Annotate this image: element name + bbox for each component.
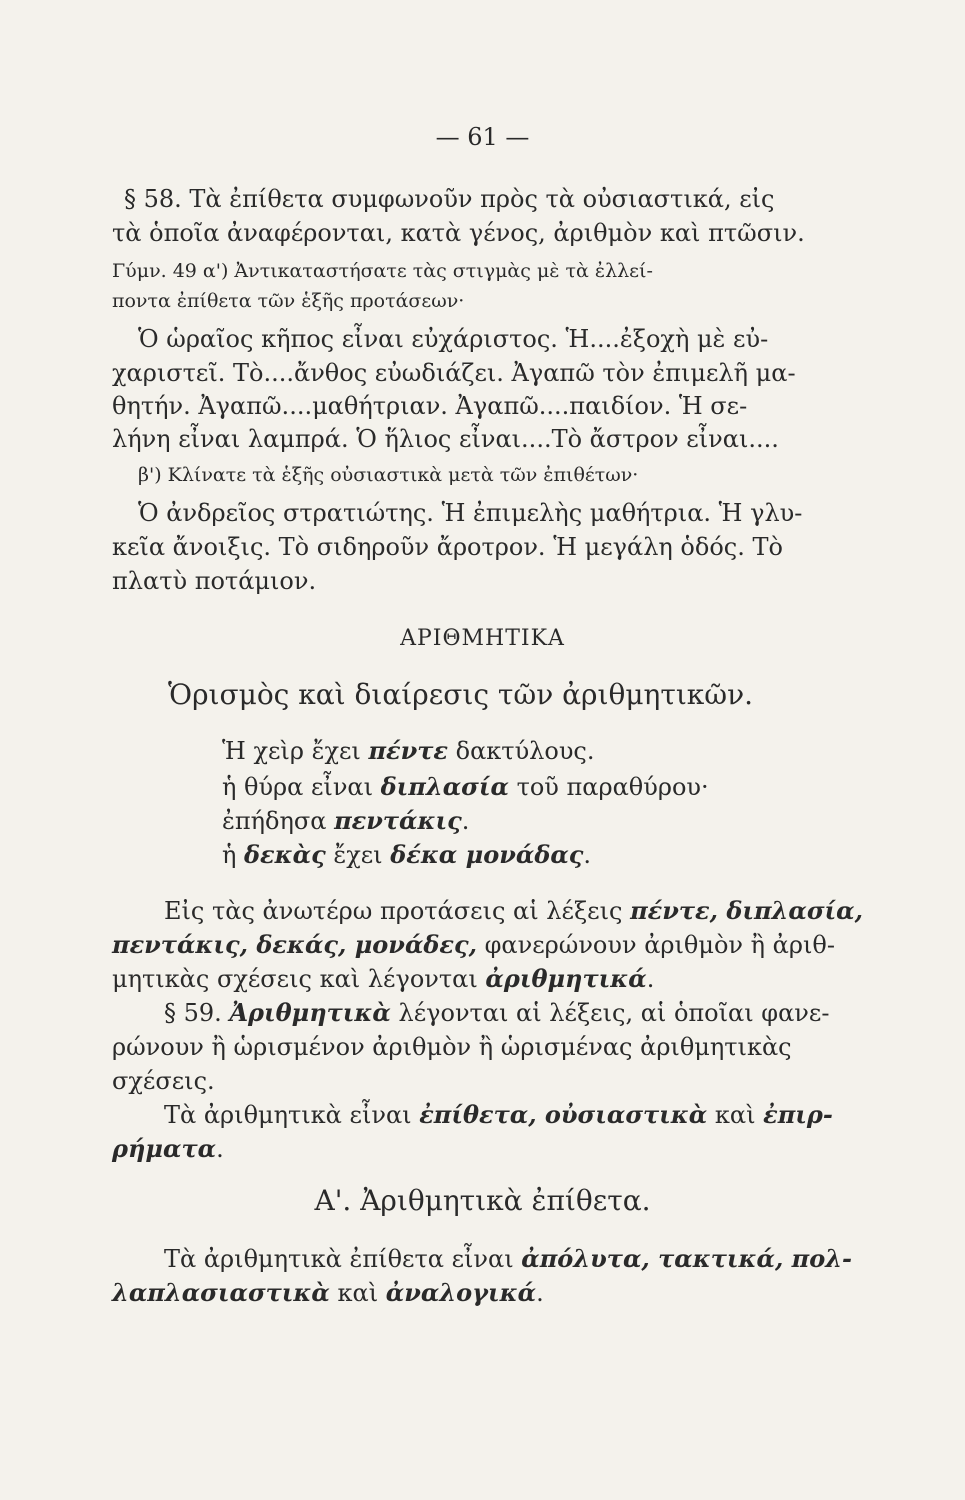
- paragraph-2-emphasis: ἐπίθετα, οὐσιαστικὰ: [419, 1100, 708, 1129]
- paragraph-2-line-1: [164, 1100, 924, 1130]
- paragraph-3-text-end: .: [536, 1279, 544, 1307]
- example-2-text-end: τοῦ παραθύρου·: [508, 773, 709, 801]
- section-59-line-2: ρώνουν ἢ ὡρισμένον ἀριθμὸν ἢ ὡρισμένας ἀριθμητικὰς: [112, 1033, 792, 1061]
- sentence-a-line-4: λήνη εἶναι λαμπρά. Ὁ ἥλιος εἶναι....Τὸ ἄστρον εἶναι....: [112, 425, 779, 453]
- paragraph-3-emphasis-2: λαπλασιαστικὰ: [112, 1278, 330, 1307]
- exercise-49a-line-1: Γύμν. 49 α') Ἀντικαταστήσατε τὰς στιγμὰς μὲ τὰ ἐλλεί-: [112, 260, 653, 282]
- example-3-emphasis: πεντάκις: [334, 806, 462, 835]
- paragraph-1-line-3: [112, 964, 872, 994]
- example-4-text-mid: ἔχει: [325, 841, 391, 869]
- paragraph-2-emphasis-2: ἐπιρ-: [763, 1100, 833, 1129]
- paragraph-1-line-1: [164, 896, 924, 926]
- paragraph-3-conjunction: καὶ: [329, 1279, 386, 1307]
- sentence-b-line-2: κεῖα ἄνοιξις. Τὸ σιδηροῦν ἄροτρον. Ἡ μεγάλη ὁδός. Τὸ: [112, 533, 783, 561]
- paragraph-1-emphasis-2: πεντάκις, δεκάς, μονάδες,: [112, 930, 477, 959]
- sentence-a-line-1: Ὁ ὡραῖος κῆπος εἶναι εὐχάριστος. Ἡ....ἐξοχὴ μὲ εὐ-: [138, 325, 769, 353]
- paragraph-2-text: Τὰ ἀριθμητικὰ εἶναι: [164, 1101, 420, 1129]
- sentence-a-line-2: χαριστεῖ. Τὸ....ἄνθος εὐωδιάζει. Ἀγαπῶ τὸν ἐπιμελῆ μα-: [112, 359, 796, 387]
- subsection-heading: Α'. Ἀριθμητικὰ ἐπίθετα.: [314, 1184, 651, 1217]
- example-1-emphasis: πέντε: [368, 736, 449, 765]
- paragraph-1-text-3: μητικὰς σχέσεις καὶ λέγονται: [112, 965, 486, 993]
- example-4-text-end: .: [583, 841, 592, 869]
- example-4: [222, 840, 965, 870]
- sentence-a-line-3: θητήν. Ἀγαπῶ....μαθήτριαν. Ἀγαπῶ....παιδίον. Ἡ σε-: [112, 392, 748, 420]
- example-1: [222, 736, 965, 766]
- exercise-49b: β') Κλίνατε τὰ ἑξῆς οὐσιαστικὰ μετὰ τῶν ἐπιθέτων·: [138, 464, 639, 486]
- paragraph-3-emphasis: ἀπόλυτα, τακτικά, πολ-: [521, 1244, 853, 1273]
- paragraph-1-line-2: [112, 930, 872, 960]
- example-4-emphasis-2: δέκα μονάδας: [390, 840, 584, 869]
- example-4-emphasis: δεκὰς: [244, 840, 326, 869]
- section-59-number: § 59.: [164, 999, 230, 1027]
- paragraph-3-line-2: [112, 1278, 872, 1308]
- paragraph-1-emphasis-3: ἀριθμητικά: [485, 964, 647, 993]
- section-59-text: λέγονται αἱ λέξεις, αἱ ὁποῖαι φανε-: [390, 999, 830, 1027]
- paragraph-3-text: Τὰ ἀριθμητικὰ ἐπίθετα εἶναι: [164, 1245, 522, 1273]
- chapter-title: ΑΡΙΘΜΗΤΙΚΑ: [400, 626, 565, 651]
- example-3-text-end: .: [461, 807, 470, 835]
- paragraph-3-line-1: [164, 1244, 924, 1274]
- example-1-text: Ἡ χεὶρ ἔχει: [222, 737, 369, 765]
- section-58-line-1: § 58. Τὰ ἐπίθετα συμφωνοῦν πρὸς τὰ οὐσιαστικά, εἰς: [124, 185, 775, 213]
- paragraph-2-line-2: [112, 1134, 872, 1164]
- page-number: — 61 —: [435, 123, 530, 151]
- example-4-text: ἡ: [222, 841, 245, 869]
- paragraph-1-text-2: φανερώνουν ἀριθμὸν ἢ ἀριθ-: [477, 931, 835, 959]
- example-3-text: ἐπήδησα: [222, 807, 335, 835]
- paragraph-2-emphasis-3: ρήματα: [112, 1134, 217, 1163]
- section-58-line-2: τὰ ὁποῖα ἀναφέρονται, κατὰ γένος, ἀριθμὸν καὶ πτῶσιν.: [112, 219, 805, 247]
- example-2-emphasis: διπλασία: [380, 772, 509, 801]
- sentence-b-line-1: Ὁ ἀνδρεῖος στρατιώτης. Ἡ ἐπιμελὴς μαθήτρια. Ἡ γλυ-: [138, 499, 803, 527]
- section-59-line-1: [164, 998, 924, 1028]
- paragraph-3-emphasis-3: ἀναλογικά: [385, 1278, 537, 1307]
- paragraph-1-emphasis: πέντε, διπλασία,: [630, 896, 863, 925]
- paragraph-2-text-end: .: [216, 1135, 224, 1163]
- paragraph-1-text: Εἰς τὰς ἀνωτέρω προτάσεις αἱ λέξεις: [164, 897, 631, 925]
- paragraph-2-conjunction: καὶ: [707, 1101, 764, 1129]
- paragraph-1-text-end: .: [646, 965, 655, 993]
- example-3: [222, 806, 965, 836]
- example-1-text-end: δακτύλους.: [448, 737, 595, 765]
- example-2-text: ἡ θύρα εἶναι: [222, 773, 381, 801]
- section-59-line-3: σχέσεις.: [112, 1067, 215, 1095]
- section-59-emphasis: Ἀριθμητικὰ: [229, 998, 391, 1027]
- section-heading: Ὁρισμὸς καὶ διαίρεσις τῶν ἀριθμητικῶν.: [168, 678, 754, 711]
- exercise-49a-line-2: ποντα ἐπίθετα τῶν ἑξῆς προτάσεων·: [112, 290, 465, 312]
- example-2: [222, 772, 965, 802]
- sentence-b-line-3: πλατὺ ποτάμιον.: [112, 567, 317, 595]
